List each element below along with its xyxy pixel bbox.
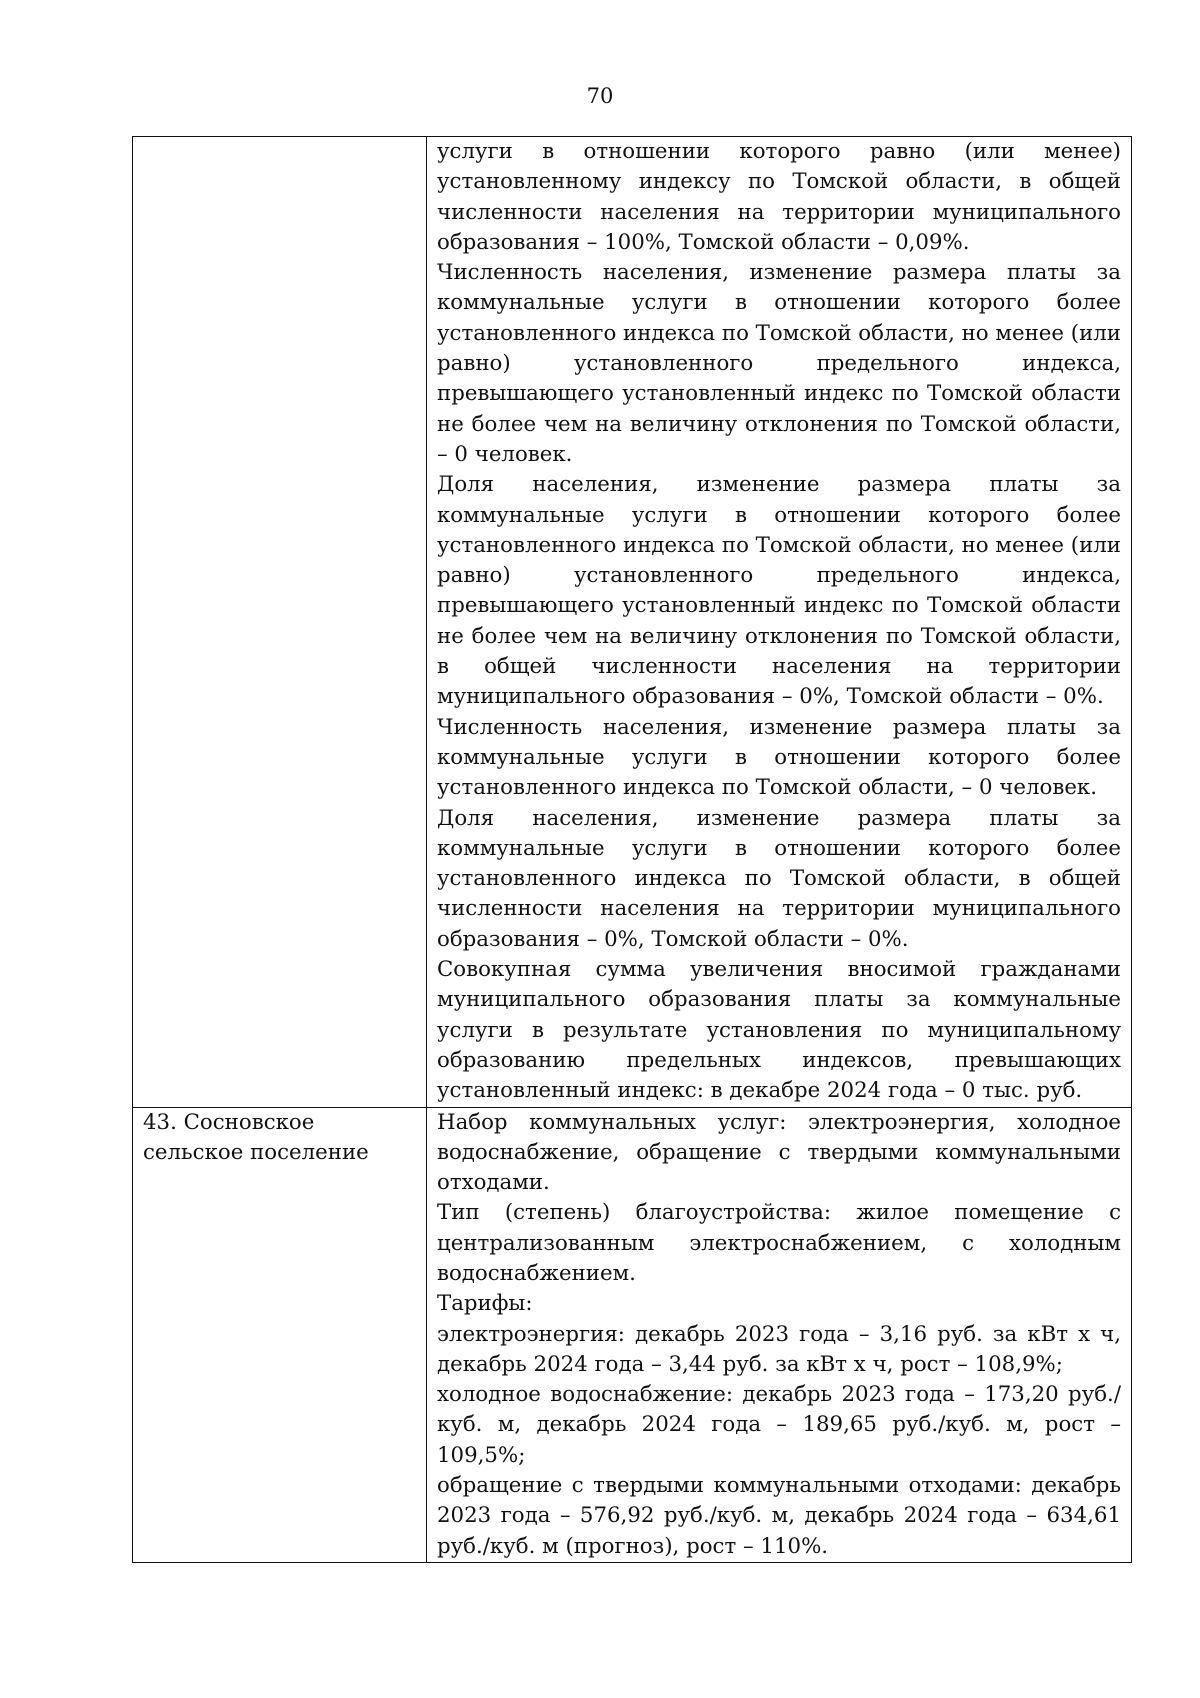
- paragraph: Тип (степень) благоустройства: жилое помещение с централизованным электроснабжением, с холодным водоснабжением.: [437, 1200, 1121, 1286]
- municipality-cell: [133, 137, 427, 1108]
- paragraph: Доля населения, изменение размера платы за коммунальные услуги в отношении которого более установленного индекса по Томской области, но менее (или равно) установленного предельного индекса, превышающего установленный индекс по Томской области не более чем на величину отклонения по Томской области, в общей численности населения на территории муниципального образования – 0%, Томской области – 0%.: [437, 472, 1121, 710]
- paragraph: услуги в отношении которого равно (или менее) установленному индексу по Томской области, в общей численности населения на территории муниципального образования – 100%, Томской области – 0,09%.: [437, 139, 1121, 255]
- paragraph: электроэнергия: декабрь 2023 года – 3,16 руб. за кВт х ч, декабрь 2024 года – 3,44 руб. за кВт х ч, рост – 108,9%;: [437, 1321, 1121, 1377]
- description-cell: [427, 137, 1132, 1108]
- page-number: 70: [586, 84, 614, 108]
- paragraph: Численность населения, изменение размера платы за коммунальные услуги в отношении которого более установленного индекса по Томской области, но менее (или равно) установленного предельного индекса, превышающего установленный индекс по Томской области не более чем на величину отклонения по Томской области, – 0 человек.: [437, 260, 1121, 467]
- table-row: [133, 137, 1132, 1108]
- municipality-name: 43. Сосновское: [143, 1109, 315, 1135]
- municipality-table: [132, 136, 1132, 1563]
- paragraph: холодное водоснабжение: декабрь 2023 года – 173,20 руб./куб. м, декабрь 2024 года – 189,65 руб./куб. м, рост – 109,5%;: [437, 1382, 1121, 1468]
- paragraph: Доля населения, изменение размера платы за коммунальные услуги в отношении которого более установленного индекса по Томской области, в общей численности населения на территории муниципального образования – 0%, Томской области – 0%.: [437, 805, 1121, 952]
- paragraph: Тарифы:: [437, 1291, 533, 1317]
- municipality-name: сельское поселение: [143, 1139, 369, 1165]
- paragraph: Численность населения, изменение размера платы за коммунальные услуги в отношении которого более установленного индекса по Томской области, – 0 человек.: [437, 714, 1121, 801]
- table-row: [133, 1107, 1132, 1562]
- municipality-cell: [133, 1107, 427, 1562]
- description-cell: [427, 1107, 1132, 1562]
- paragraph: обращение с твердыми коммунальными отходами: декабрь 2023 года – 576,92 руб./куб. м, декабрь 2024 года – 634,61 руб./куб. м (прогноз), рост – 110%.: [437, 1473, 1121, 1559]
- paragraph: Совокупная сумма увеличения вносимой гражданами муниципального образования платы за коммунальные услуги в результате установления по муниципальному образованию предельных индексов, превышающих установленный индекс: в декабре 2024 года – 0 тыс. руб.: [437, 957, 1121, 1104]
- paragraph: Набор коммунальных услуг: электроэнергия, холодное водоснабжение, обращение с твердыми коммунальными отходами.: [437, 1109, 1121, 1196]
